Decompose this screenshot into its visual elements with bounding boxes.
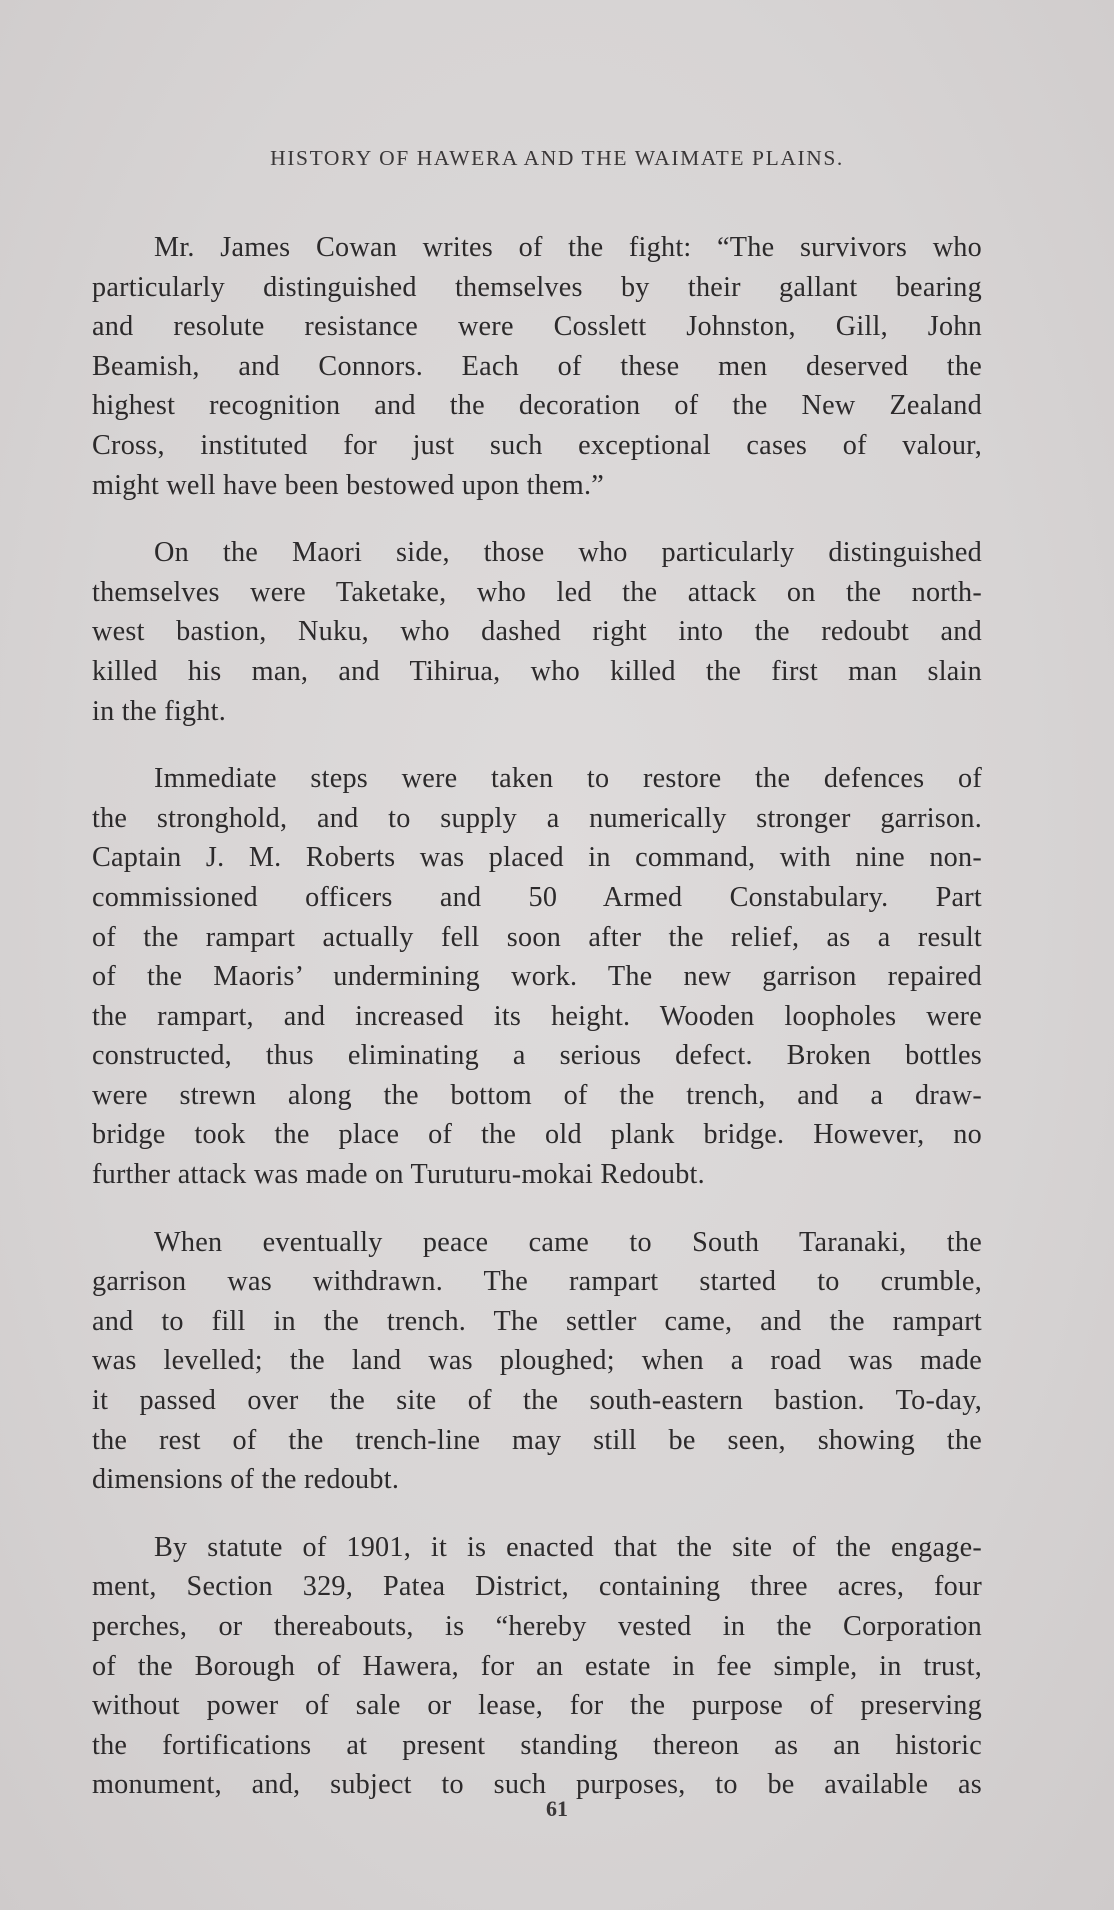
text-line: killed his man, and Tihirua, who killed the first man slain xyxy=(92,655,982,687)
text-line: Beamish, and Connors. Each of these men deserved the xyxy=(92,350,982,382)
text-line: particularly distinguished themselves by their gallant bearing xyxy=(92,271,982,303)
text-line: the fortifications at present standing thereon as an historic xyxy=(92,1729,982,1761)
text-line: On the Maori side, those who particularly distinguished xyxy=(154,537,982,569)
text-line: highest recognition and the decoration of the New Zealand xyxy=(92,390,982,422)
text-line: of the Maoris’ undermining work. The new garrison repaired xyxy=(92,961,982,993)
paragraph xyxy=(92,533,982,731)
text-line: themselves were Taketake, who led the attack on the north- xyxy=(92,576,982,608)
text-line: commissioned officers and 50 Armed Constabulary. Part xyxy=(92,881,982,913)
text-line: dimensions of the redoubt. xyxy=(92,1464,400,1496)
text-line: it passed over the site of the south-eastern bastion. To-day, xyxy=(92,1385,982,1417)
text-line: Captain J. M. Roberts was placed in command, with nine non- xyxy=(92,842,982,874)
text-line: was levelled; the land was ploughed; when a road was made xyxy=(92,1345,982,1377)
text-line: and resolute resistance were Cosslett Johnston, Gill, John xyxy=(92,311,982,343)
text-line: in the fight. xyxy=(92,695,226,727)
paragraph xyxy=(92,1223,982,1500)
text-line: By statute of 1901, it is enacted that the site of the engage- xyxy=(154,1531,982,1563)
body-text xyxy=(92,228,982,1833)
text-line: without power of sale or lease, for the purpose of preserving xyxy=(92,1690,982,1722)
text-line: of the Borough of Hawera, for an estate in fee simple, in trust, xyxy=(92,1650,982,1682)
text-line: ment, Section 329, Patea District, containing three acres, four xyxy=(92,1571,982,1603)
text-line: were strewn along the bottom of the trench, and a draw- xyxy=(92,1079,982,1111)
text-line: the stronghold, and to supply a numerically stronger garrison. xyxy=(92,802,982,834)
paragraph xyxy=(92,1528,982,1805)
text-line: might well have been bestowed upon them.” xyxy=(92,469,605,501)
text-line: perches, or thereabouts, is “hereby vested in the Corporation xyxy=(92,1611,982,1642)
page-number: 61 xyxy=(546,1796,568,1821)
text-line: west bastion, Nuku, who dashed right into the redoubt and xyxy=(92,616,982,648)
text-line: When eventually peace came to South Taranaki, the xyxy=(154,1226,982,1258)
text-line: garrison was withdrawn. The rampart started to crumble, xyxy=(92,1266,982,1298)
paragraph xyxy=(92,759,982,1195)
text-line: and to fill in the trench. The settler came, and the rampart xyxy=(92,1305,982,1337)
text-line: monument, and, subject to such purposes, to be available as xyxy=(92,1769,982,1801)
text-line: Mr. James Cowan writes of the fight: “The survivors who xyxy=(154,232,982,263)
text-line: bridge took the place of the old plank bridge. However, no xyxy=(92,1119,982,1151)
text-line: of the rampart actually fell soon after the relief, as a result xyxy=(92,921,982,953)
text-line: Cross, instituted for just such exceptional cases of valour, xyxy=(92,429,982,461)
text-line: Immediate steps were taken to restore the defences of xyxy=(154,763,982,795)
text-line: constructed, thus eliminating a serious defect. Broken bottles xyxy=(92,1040,982,1072)
text-line: the rest of the trench-line may still be seen, showing the xyxy=(92,1424,982,1456)
text-line: the rampart, and increased its height. Wooden loopholes were xyxy=(92,1000,982,1032)
running-head: HISTORY OF HAWERA AND THE WAIMATE PLAINS. xyxy=(270,146,844,170)
text-line: further attack was made on Turuturu-mokai Redoubt. xyxy=(92,1159,705,1191)
paragraph xyxy=(92,228,982,505)
